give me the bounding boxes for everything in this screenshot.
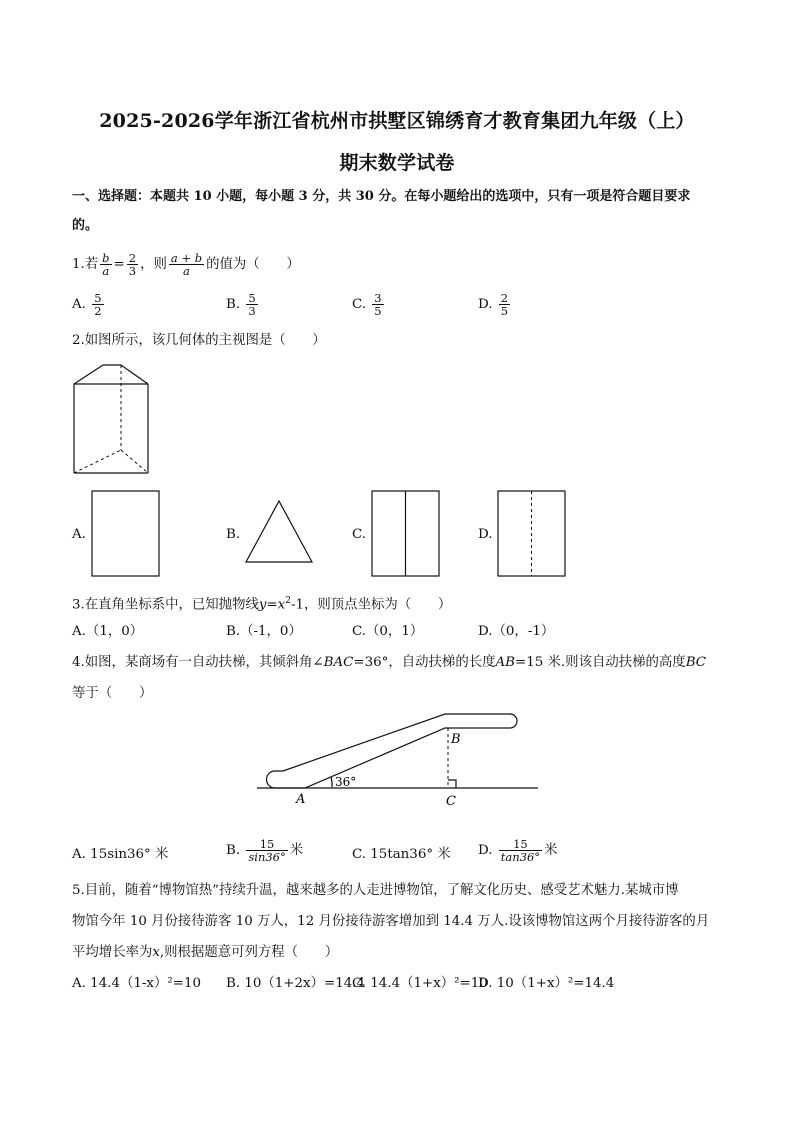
q3-var-y: y: [258, 597, 267, 613]
q4-option-c[interactable]: C. 15tan36° 米: [352, 847, 451, 862]
q2-option-a-label[interactable]: A.: [72, 527, 86, 542]
q4-option-b-frac: [246, 838, 287, 863]
q5-option-c[interactable]: C. 14.4（1+x）²=10: [352, 976, 488, 991]
q1-mid: ，则: [140, 257, 167, 272]
q2-option-b-label[interactable]: B.: [226, 527, 241, 542]
q4-option-d-frac: [499, 838, 542, 863]
q2-option-c-figure[interactable]: [371, 490, 441, 578]
question-2-stem: 2.如图所示，该几何体的主视图是（ ）: [72, 333, 326, 348]
q1-option-b-den: 3: [248, 304, 256, 318]
q3-var-x: x: [277, 597, 286, 613]
q1-option-d-frac: [499, 292, 510, 317]
q2-option-b-figure[interactable]: [244, 499, 314, 565]
q1-suffix: 的值为（ ）: [206, 257, 300, 272]
q4-point-c: C: [446, 794, 456, 809]
q4-point-b: B: [451, 732, 461, 747]
q1-cond-den: a: [102, 264, 110, 278]
q3-exponent: 2: [285, 596, 291, 606]
q4-escalator-figure: [255, 705, 545, 815]
q1-val-frac: [127, 252, 138, 277]
question-5-stem-cont2: [72, 944, 338, 962]
q5-stem-a: 平均增长率为: [72, 945, 153, 960]
q2-option-d-figure[interactable]: [497, 490, 567, 578]
q3-stem-b: -1，则顶点坐标为（ ）: [290, 597, 452, 613]
q1-option-c-label: C.: [352, 297, 367, 312]
q1-option-c-num: 3: [374, 291, 382, 305]
q1-expr-den: a: [183, 264, 190, 278]
question-5-stem-cont: 物馆今年 10 月份接待游客 10 万人，12 月份接待游客增加到 14.4 万人.设该博物馆这两个月接待游客的月: [72, 914, 710, 929]
q1-option-b[interactable]: [226, 292, 260, 317]
q3-eq: =: [266, 597, 278, 613]
q4-option-a[interactable]: A. 15sin36° 米: [72, 847, 169, 862]
q1-expr-frac: [169, 252, 204, 277]
q1-cond-frac: [100, 252, 111, 277]
q4-ab: AB: [495, 655, 516, 670]
q5-option-a[interactable]: A. 14.4（1-x）²=10: [72, 976, 202, 991]
page-subtitle: 期末数学试卷: [339, 152, 455, 174]
q1-option-b-frac: [246, 292, 257, 317]
q4-escalator-outline: [267, 714, 517, 788]
q1-option-c[interactable]: [352, 292, 386, 317]
q2-option-a-rect: [92, 491, 159, 576]
q1-cond-num: b: [102, 251, 110, 265]
q1-option-a-label: A.: [72, 297, 86, 312]
q1-option-d[interactable]: [478, 292, 512, 317]
q4-option-b-unit: 米: [289, 843, 304, 858]
q2-prism-hidden-left: [74, 450, 121, 473]
page-title: 2025-2026学年浙江省杭州市拱墅区锦绣育才教育集团九年级（上）: [99, 110, 695, 132]
q5-var-x: x: [152, 945, 160, 960]
q1-option-c-den: 5: [374, 304, 382, 318]
question-4-stem: [72, 654, 706, 672]
question-1-stem: [72, 252, 300, 277]
q4-option-d-label: D.: [478, 843, 493, 858]
q4-right-angle-mark: [448, 780, 456, 788]
q3-option-a[interactable]: A.（1，0）: [72, 624, 144, 639]
q4-option-b-num: 15: [246, 838, 287, 851]
q4-option-d-num: 15: [499, 838, 542, 851]
q4-option-b[interactable]: [226, 838, 303, 863]
q3-option-c[interactable]: C.（0，1）: [352, 624, 424, 639]
q4-option-d[interactable]: [478, 838, 557, 863]
q4-angle-label: 36°: [335, 775, 357, 789]
q5-option-b[interactable]: B. 10（1+2x）=14.4: [226, 976, 366, 991]
q1-eq: =: [113, 257, 125, 272]
q4-point-a: A: [296, 792, 306, 807]
q1-val-den: 3: [128, 264, 137, 278]
q5-option-d[interactable]: D. 10（1+x）²=14.4: [478, 976, 615, 991]
q2-prism-figure: [72, 360, 152, 476]
q2-option-b-triangle: [246, 501, 312, 562]
q2-prism-top-left-edge: [74, 365, 103, 384]
question-5-stem: 5.目前，随着“博物馆热”持续升温，越来越多的人走进博物馆，了解文化历史、感受艺术魅力.某城市博: [72, 883, 679, 898]
q1-option-a-frac: [92, 292, 103, 317]
q1-option-d-num: 2: [500, 291, 509, 305]
q1-option-d-label: D.: [478, 297, 493, 312]
q3-option-d[interactable]: D.（0，-1）: [478, 624, 555, 639]
q4-stem-a: 4.如图，某商场有一自动扶梯，其倾斜角: [72, 655, 313, 670]
q4-stem-c: =15 米.则该自动扶梯的高度: [515, 655, 686, 670]
section-instruction-cont: 的。: [72, 218, 99, 233]
q4-option-d-den: tan36°: [500, 850, 541, 864]
question-4-stem-cont: 等于（ ）: [72, 686, 153, 701]
q3-stem-a: 3.在直角坐标系中，已知抛物线: [72, 597, 259, 613]
q2-option-d-label[interactable]: D.: [478, 527, 493, 542]
q1-option-b-num: 5: [248, 291, 256, 305]
q1-expr-num: a + b: [170, 251, 203, 265]
q4-option-d-unit: 米: [544, 843, 558, 858]
q1-option-a-den: 2: [94, 304, 102, 318]
question-3-stem: [72, 592, 451, 614]
q1-option-c-frac: [372, 292, 383, 317]
q2-option-a-figure[interactable]: [91, 490, 161, 578]
q5-stem-b: ,则根据题意可列方程（ ）: [159, 945, 339, 960]
q4-angle-arc: [331, 777, 332, 787]
q1-option-b-label: B.: [226, 297, 241, 312]
q1-option-a[interactable]: [72, 292, 106, 317]
section-instruction: 一、选择题：本题共 10 小题，每小题 3 分，共 30 分。在每小题给出的选项中，只有一项是符合题目要求: [72, 189, 691, 204]
q1-val-num: 2: [128, 251, 137, 265]
q4-bc: BC: [685, 655, 707, 670]
q2-prism-hidden-right: [121, 450, 148, 473]
q2-option-c-label[interactable]: C.: [352, 527, 367, 542]
q2-prism-top-right-edge: [121, 365, 148, 384]
q4-option-b-label: B.: [226, 843, 241, 858]
q4-stem-b: =36°，自动扶梯的长度: [353, 655, 496, 670]
q3-option-b[interactable]: B.（-1，0）: [226, 624, 302, 639]
q1-option-a-num: 5: [94, 291, 102, 305]
q1-option-d-den: 5: [500, 304, 509, 318]
q1-prefix: 1.若: [72, 257, 99, 272]
q4-option-b-den: sin36°: [248, 850, 286, 864]
q4-angle: ∠BAC: [312, 655, 354, 670]
